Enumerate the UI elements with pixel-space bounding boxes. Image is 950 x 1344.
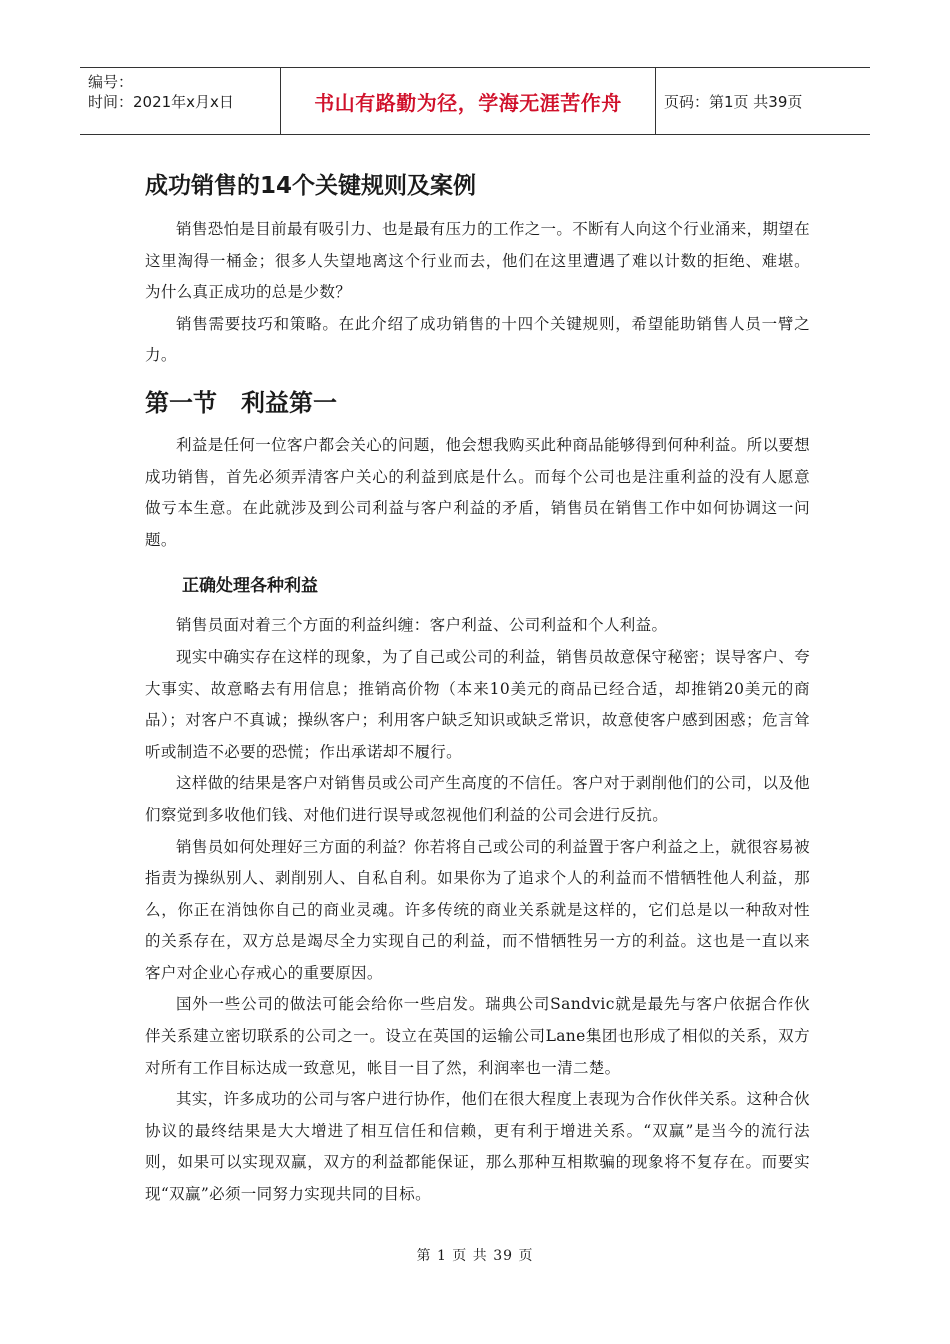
header-meta-cell	[80, 68, 281, 134]
header-page-label: 页码：第1页 共39页	[664, 92, 803, 111]
page-header	[80, 67, 870, 135]
document-body	[145, 168, 810, 1211]
subsection-heading: 正确处理各种利益	[182, 576, 318, 597]
document-number-label: 编号：	[88, 73, 134, 91]
body-paragraph: 其实，许多成功的公司与客户进行协作，他们在很大程度上表现为合作伙伴关系。这种合伙协议的最终结果是大大增进了相互信任和信赖，更有利于增进关系。“双赢”是当今的流行法则，如果可以实现双赢，双方的利益都能保证，那么那种互相欺骗的现象将不复存在。而要实现“双赢”必须一同努力实现共同的目标。	[145, 1090, 811, 1204]
body-paragraph: 国外一些公司的做法可能会给你一些启发。瑞典公司Sandvic就是最先与客户依据合作伙伴关系建立密切联系的公司之一。设立在英国的运输公司Lane集团也形成了相似的关系，双方对所有工作目标达成一致意见，帐目一目了然，利润率也一清二楚。	[145, 995, 810, 1077]
header-motto: 书山有路勤为径，学海无涯苦作舟	[281, 68, 656, 134]
document-title: 成功销售的14个关键规则及案例	[145, 173, 477, 199]
page-footer-number: 第 1 页 共 39 页	[416, 1248, 534, 1264]
document-date-label: 时间：2021年x月x日	[88, 93, 234, 111]
intro-paragraph: 销售恐怕是目前最有吸引力、也是最有压力的工作之一。不断有人向这个行业涌来，期望在这里淘得一桶金；很多人失望地离这个行业而去，他们在这里遭遇了难以计数的拒绝、难堪。为什么真正成功的总是少数？	[145, 220, 811, 302]
body-paragraph: 销售员面对着三个方面的利益纠缠：客户利益、公司利益和个人利益。	[176, 616, 668, 635]
section-title: 第一节 利益第一	[145, 388, 337, 417]
body-paragraph: 现实中确实存在这样的现象，为了自己或公司的利益，销售员故意保守秘密；误导客户、夸大事实、故意略去有用信息；推销高价物（本来10美元的商品已经合适，却推销20美元的商品）；对客户不真诚；操纵客户；利用客户缺乏知识或缺乏常识，故意使客户感到困惑；危言耸听或制造不必要的恐慌；作出承诺却不履行。	[145, 647, 811, 761]
body-paragraph: 这样做的结果是客户对销售员或公司产生高度的不信任。客户对于剥削他们的公司，以及他们察觉到多收他们钱、对他们进行误导或忽视他们利益的公司会进行反抗。	[145, 774, 811, 824]
intro-paragraph: 销售需要技巧和策略。在此介绍了成功销售的十四个关键规则，希望能助销售人员一臂之力。	[145, 314, 810, 365]
body-paragraph: 销售员如何处理好三方面的利益？你若将自己或公司的利益置于客户利益之上，就很容易被指责为操纵别人、剥削别人、自私自利。如果你为了追求个人的利益而不惜牺牲他人利益，那么，你正在消蚀你自己的商业灵魂。许多传统的商业关系就是这样的，它们总是以一种敌对性的关系存在，双方总是竭尽全力实现自己的利益，而不惜牺牲另一方的利益。这也是一直以来客户对企业心存戒心的重要原因。	[145, 837, 811, 982]
section-intro-paragraph: 利益是任何一位客户都会关心的问题，他会想我购买此种商品能够得到何种利益。所以要想成功销售，首先必须弄清客户关心的利益到底是什么。而每个公司也是注重利益的没有人愿意做亏本生意。在此就涉及到公司利益与客户利益的矛盾，销售员在销售工作中如何协调这一问题。	[145, 435, 811, 549]
